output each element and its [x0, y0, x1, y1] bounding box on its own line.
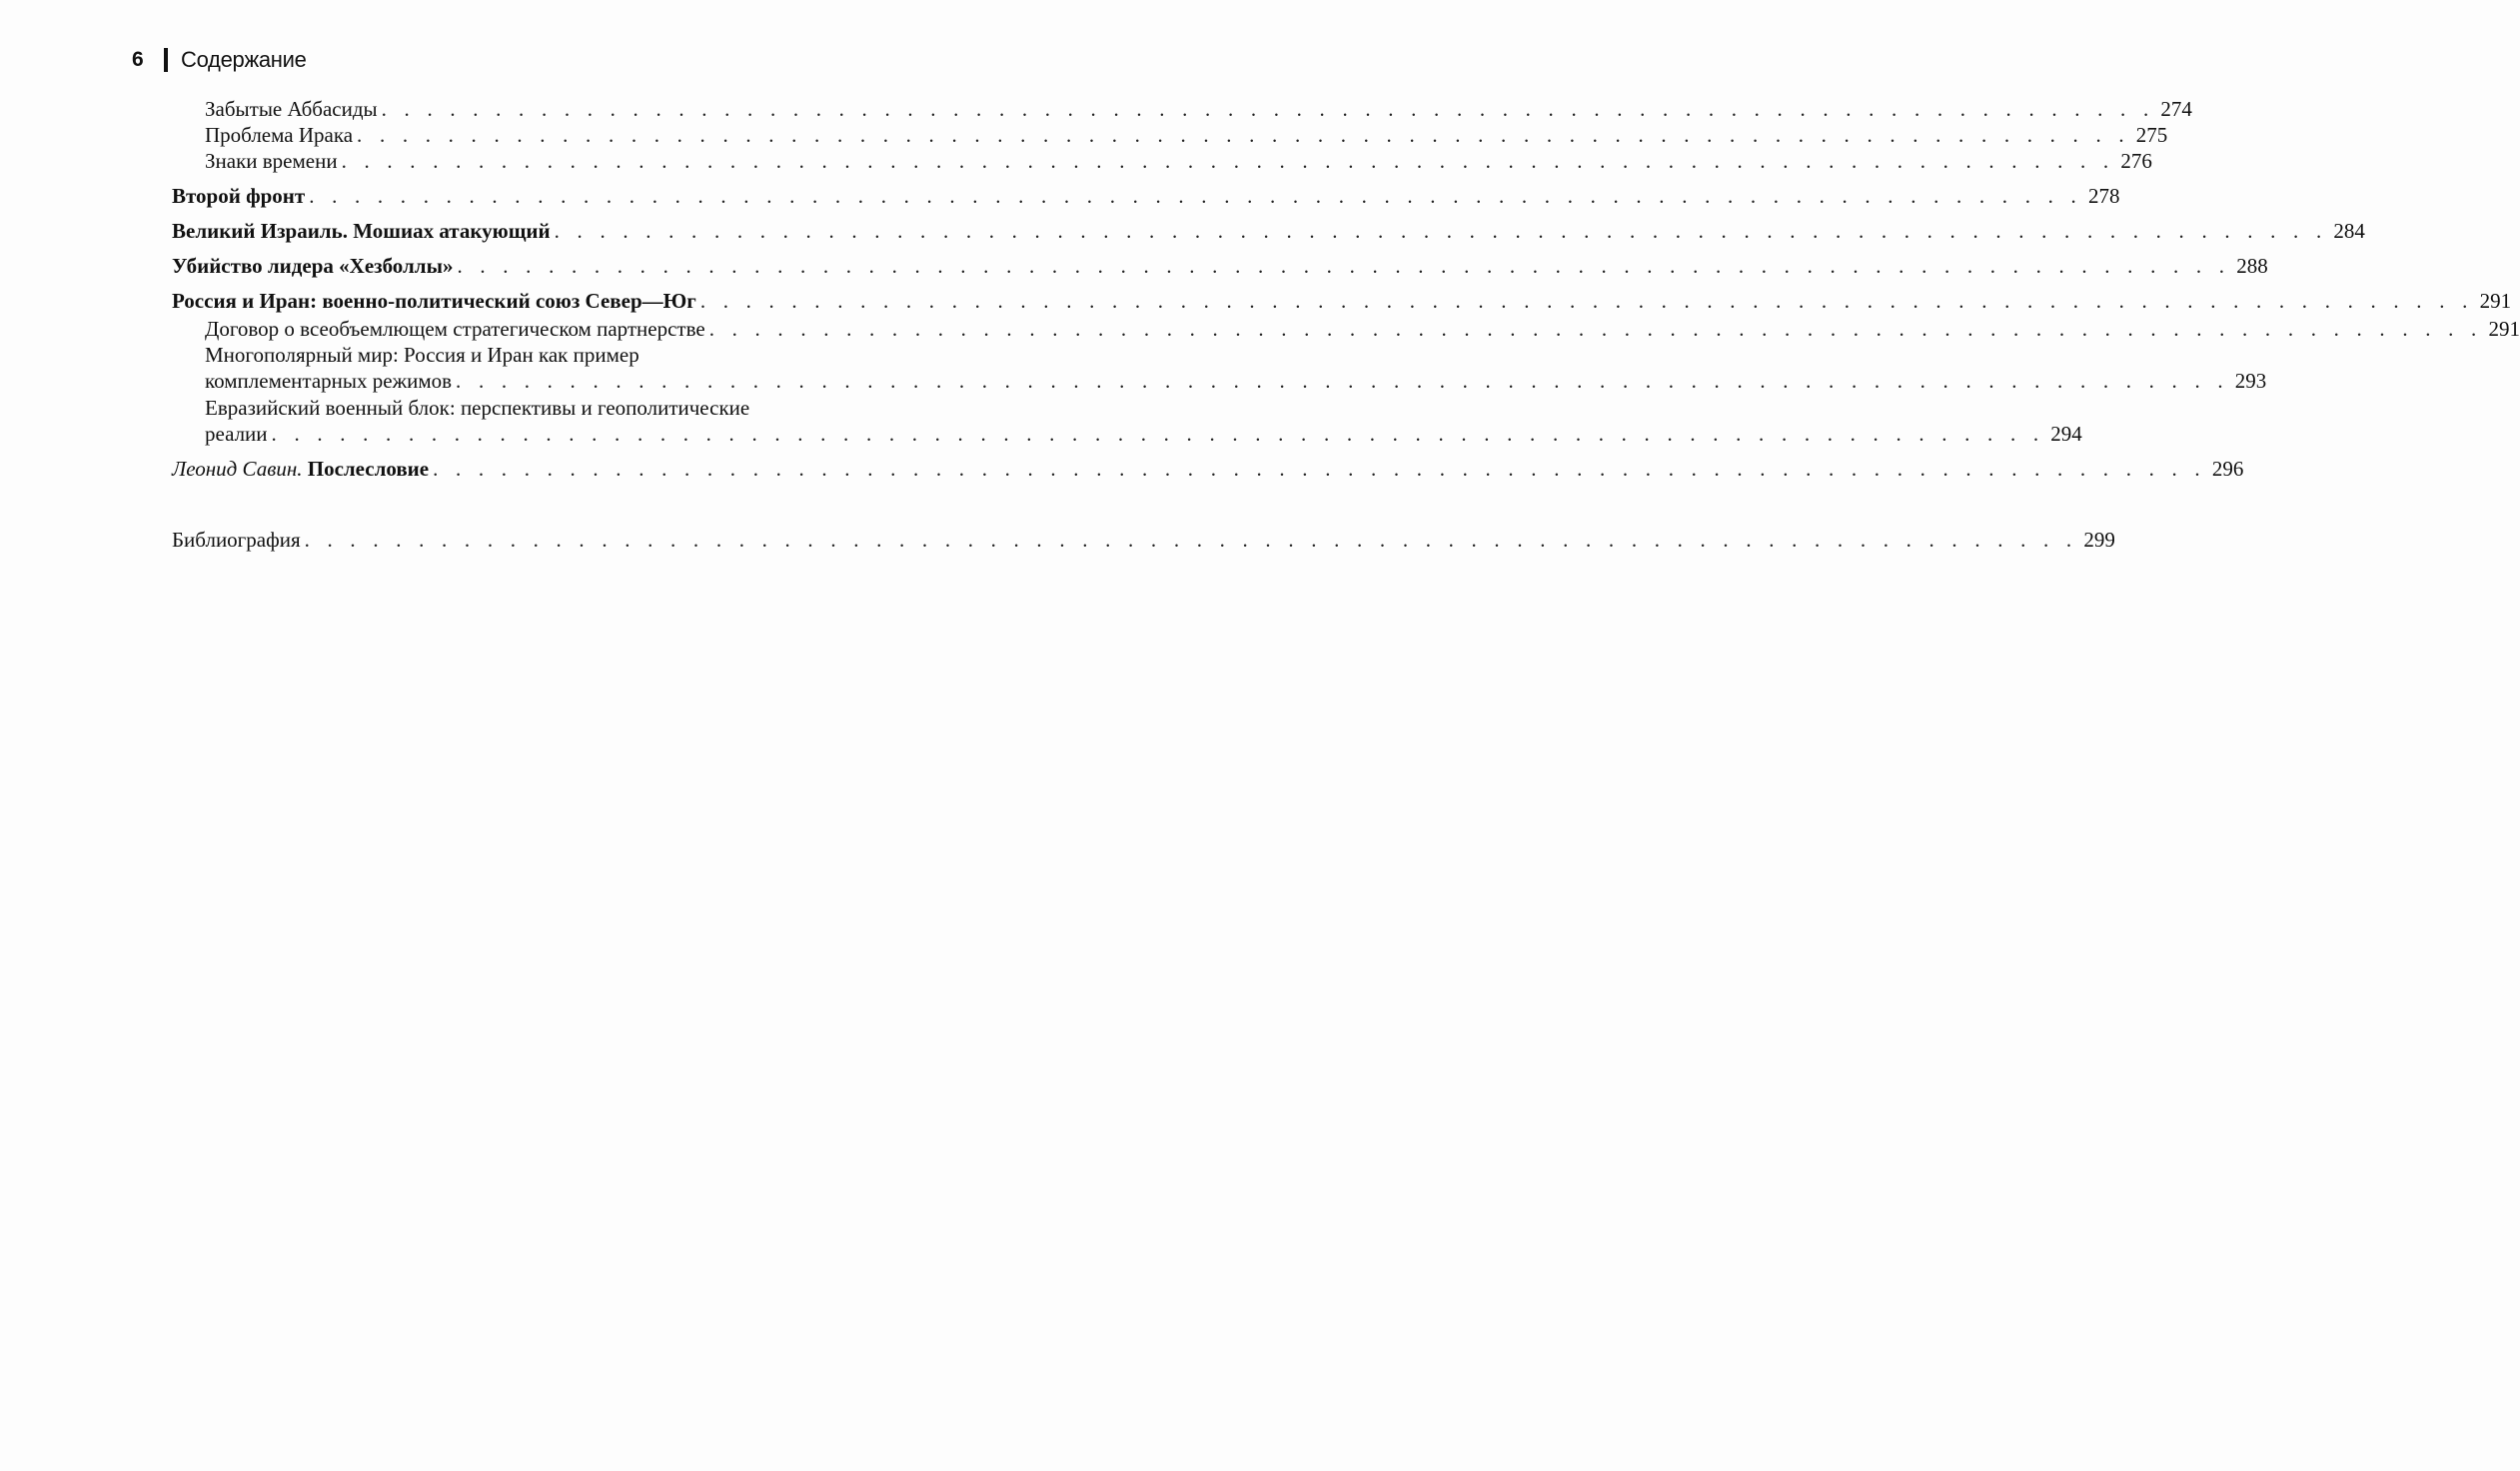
toc-leader-dots: . . . . . . . . . . . . . . . . . . . . . . . . . . . . . . . . . . . . . . . . . . . . . . . . . . . . . . . . . . . . . . . . . . . . . . . . . . . . . .: [381, 97, 2155, 121]
toc-leader-dots: . . . . . . . . . . . . . . . . . . . . . . . . . . . . . . . . . . . . . . . . . . . . . . . . . . . . . . . . . . . . . . . . . . . . . . . . . . . . . .: [271, 422, 2045, 446]
toc-entry[interactable]: [172, 456, 2244, 482]
toc-entry-title-line2: реалии: [205, 422, 268, 446]
toc-entry-title: [172, 456, 429, 482]
toc-entry[interactable]: [205, 316, 2520, 342]
toc-entry-title-line2: комплементарных режимов: [205, 369, 453, 393]
toc-entry-page: 296: [2211, 457, 2244, 481]
header-divider: [164, 48, 168, 72]
toc-leader-dots: . . . . . . . . . . . . . . . . . . . . . . . . . . . . . . . . . . . . . . . . . . . . . . . . . . . . . . . . . . . . . . . . . . . . . . . . . . . . . .: [433, 457, 2206, 481]
toc-entry-page: 291: [2488, 317, 2520, 341]
toc-entry[interactable]: [172, 183, 2120, 209]
page-header: [132, 44, 307, 76]
toc-leader-dots: . . . . . . . . . . . . . . . . . . . . . . . . . . . . . . . . . . . . . . . . . . . . . . . . . . . . . . . . . . . . . . . . . . . . . . . . . . . . . .: [309, 184, 2082, 208]
toc-entry-title: Знаки времени: [205, 149, 338, 173]
toc-entry-title: Россия и Иран: военно-политический союз Север—Юг: [172, 289, 696, 313]
toc-entry-afterword: Послесловие: [307, 457, 430, 481]
toc-entry-title: Второй фронт: [172, 184, 306, 208]
toc-entry[interactable]: [172, 253, 2268, 279]
toc-entry[interactable]: [172, 527, 2115, 553]
toc-entry-page: 278: [2087, 184, 2120, 208]
toc-leader-dots: . . . . . . . . . . . . . . . . . . . . . . . . . . . . . . . . . . . . . . . . . . . . . . . . . . . . . . . . . . . . . . . . . . . . . . . . . . . . . .: [456, 369, 2229, 393]
toc-entry[interactable]: [205, 122, 2168, 148]
toc-leader-dots: . . . . . . . . . . . . . . . . . . . . . . . . . . . . . . . . . . . . . . . . . . . . . . . . . . . . . . . . . . . . . . . . . . . . . . . . . . . . . .: [554, 219, 2328, 243]
toc-entry[interactable]: [205, 368, 2267, 394]
toc-entry-title: Великий Израиль. Мошиах атакующий: [172, 219, 551, 243]
toc-entry[interactable]: [205, 421, 2082, 447]
toc-entry-page: 288: [2236, 254, 2268, 278]
toc-leader-dots: . . . . . . . . . . . . . . . . . . . . . . . . . . . . . . . . . . . . . . . . . . . . . . . . . . . . . . . . . . . . . . . . . . . . . . . . . . . . . .: [357, 123, 2130, 147]
toc-entry[interactable]: [205, 96, 2192, 122]
toc-entry-page: 284: [2333, 219, 2365, 243]
toc-entry-title: Библиография: [172, 528, 301, 552]
toc-entry-title-line1[interactable]: Евразийский военный блок: перспективы и геополитические: [205, 396, 750, 420]
toc-entry-title: Договор о всеобъемлющем стратегическом партнерстве: [205, 317, 705, 341]
toc-leader-dots: . . . . . . . . . . . . . . . . . . . . . . . . . . . . . . . . . . . . . . . . . . . . . . . . . . . . . . . . . . . . . . . . . . . . . . . . . . . . . .: [341, 149, 2115, 173]
page-number: 6: [132, 48, 144, 71]
toc-entry-page: 276: [2120, 149, 2152, 173]
toc-entry-page: 275: [2135, 123, 2168, 147]
toc-entry[interactable]: [172, 288, 2512, 314]
toc-entry-title: Забытые Аббасиды: [205, 97, 378, 121]
toc-entry-page: 291: [2479, 289, 2512, 313]
toc-entry[interactable]: [205, 148, 2152, 174]
toc-entry-page: 293: [2234, 369, 2267, 393]
toc-entry-title: Проблема Ирака: [205, 123, 354, 147]
toc-entry-page: 294: [2050, 422, 2082, 446]
toc-leader-dots: . . . . . . . . . . . . . . . . . . . . . . . . . . . . . . . . . . . . . . . . . . . . . . . . . . . . . . . . . . . . . . . . . . . . . . . . . . . . . .: [304, 528, 2078, 552]
toc-leader-dots: . . . . . . . . . . . . . . . . . . . . . . . . . . . . . . . . . . . . . . . . . . . . . . . . . . . . . . . . . . . . . . . . . . . . . . . . . . . . . .: [699, 289, 2474, 313]
toc-entry-page: 274: [2160, 97, 2192, 121]
toc-entry-title: Убийство лидера «Хезболлы»: [172, 254, 454, 278]
toc-entry-title-line1[interactable]: Многополярный мир: Россия и Иран как пример: [205, 343, 639, 367]
toc-entry-author: Леонид Савин.: [172, 457, 303, 481]
toc-leader-dots: . . . . . . . . . . . . . . . . . . . . . . . . . . . . . . . . . . . . . . . . . . . . . . . . . . . . . . . . . . . . . . . . . . . . . . . . . . . . . .: [708, 317, 2483, 341]
toc-entry-page: 299: [2083, 528, 2115, 552]
toc-leader-dots: . . . . . . . . . . . . . . . . . . . . . . . . . . . . . . . . . . . . . . . . . . . . . . . . . . . . . . . . . . . . . . . . . . . . . . . . . . . . . .: [457, 254, 2231, 278]
toc-entry[interactable]: [172, 218, 2365, 244]
header-title: Содержание: [181, 47, 307, 72]
